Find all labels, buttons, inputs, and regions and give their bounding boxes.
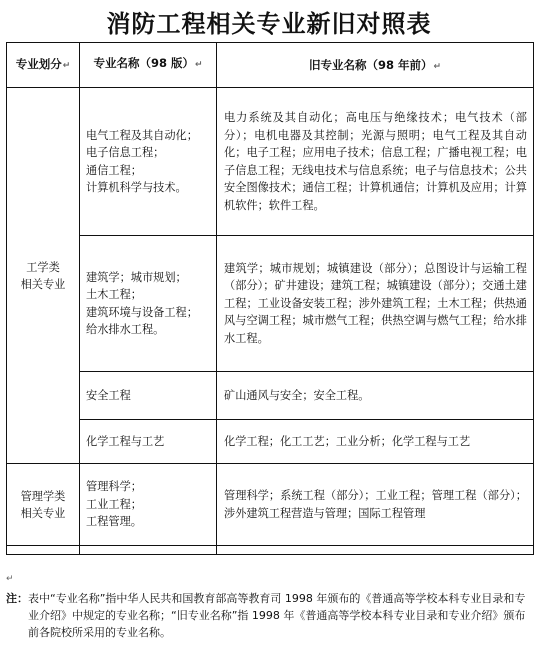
category-line: 工学类 bbox=[26, 260, 60, 274]
old-name-text: 管理科学；系统工程（部分）；工业工程；管理工程（部分）；涉外建筑工程营造与管理；国际工程管理 bbox=[224, 489, 527, 520]
new-name-line: 给水排水工程。 bbox=[86, 323, 165, 336]
old-name-text: 化学工程；化工工艺；工业分析；化学工程与工艺 bbox=[224, 434, 471, 448]
edit-mark: ↵ bbox=[433, 62, 442, 72]
old-name-cell bbox=[217, 464, 534, 546]
edit-mark: ↵ bbox=[62, 60, 71, 71]
edit-mark: ↵ bbox=[194, 60, 203, 71]
category-cell-engineering bbox=[7, 88, 80, 464]
new-name-line: 建筑环境与设备工程； bbox=[86, 305, 198, 319]
footnote bbox=[6, 590, 530, 641]
table-row bbox=[7, 88, 534, 236]
header-old-name: 旧专业名称（98 年前） bbox=[308, 58, 433, 72]
new-name-line: 建筑学；城市规划； bbox=[86, 270, 187, 284]
old-name-text: 建筑学；城市规划；城镇建设（部分）；总图设计与运输工程（部分）；矿井建设；建筑工程；城镇建设（部分）；交通土建工程；工业设备安装工程；涉外建筑工程；土木工程；供热通风与空调工程；城市燃气工程；供热空调与燃气工程；给水排水工程。 bbox=[224, 261, 527, 345]
new-name-line: 土木工程； bbox=[86, 288, 142, 301]
footnote-label: 注： bbox=[6, 592, 28, 605]
old-name-text: 矿山通风与安全；安全工程。 bbox=[224, 388, 370, 402]
category-line: 相关专业 bbox=[20, 506, 66, 520]
table-row bbox=[7, 236, 534, 372]
category-cell-management bbox=[7, 464, 80, 546]
table-row-continuation bbox=[7, 546, 534, 555]
category-line: 相关专业 bbox=[20, 277, 66, 291]
edit-mark: ↵ bbox=[6, 574, 14, 584]
table-row bbox=[7, 464, 534, 546]
new-name-cell bbox=[80, 372, 217, 420]
new-name-line: 工程管理。 bbox=[86, 515, 142, 529]
new-name-line: 通信工程； bbox=[86, 163, 142, 177]
document-title: 消防工程相关专业新旧对照表 bbox=[106, 9, 432, 38]
category-line: 管理学类 bbox=[20, 489, 66, 503]
old-name-cell bbox=[217, 236, 534, 372]
new-name-line: 工业工程； bbox=[86, 497, 142, 511]
table-row bbox=[7, 372, 534, 420]
old-name-cell bbox=[217, 88, 534, 236]
new-name-cell bbox=[80, 88, 217, 236]
new-name-line: 化学工程与工艺 bbox=[86, 434, 165, 448]
table-row bbox=[7, 420, 534, 464]
old-name-cell bbox=[217, 420, 534, 464]
new-name-cell bbox=[80, 464, 217, 546]
old-name-cell bbox=[217, 372, 534, 420]
new-name-line: 计算机科学与技术。 bbox=[86, 181, 187, 194]
new-name-line: 管理科学； bbox=[86, 480, 142, 494]
new-name-cell bbox=[80, 420, 217, 464]
table-header-row bbox=[7, 43, 534, 88]
new-name-line: 电子信息工程； bbox=[86, 146, 165, 159]
comparison-table bbox=[6, 42, 534, 555]
new-name-line: 电气工程及其自动化； bbox=[86, 128, 198, 142]
old-name-text: 电力系统及其自动化；高电压与绝缘技术；电气技术（部分）；电机电器及其控制；光源与照明；电气工程及其自动化；电子工程；应用电子技术；信息工程；广播电视工程；电子信息工程；无线电技术与信息系统；电子与信息技术；公共安全图像技术；通信工程；计算机通信；计算机及应用；计算机软件；软件工程。 bbox=[224, 111, 527, 212]
footnote-text: 表中“专业名称”指中华人民共和国教育部高等教育司 1998 年颁布的《普通高等学校本科专业目录和专业介绍》中规定的专业名称；“旧专业名称”指 1998 年《普通高等学校本科专业目录和专业介绍》颁布前各院校所采用的专业名称。 bbox=[28, 592, 526, 639]
header-category: 专业划分 bbox=[15, 56, 62, 71]
header-new-name: 专业名称（98 版） bbox=[93, 56, 194, 71]
new-name-cell bbox=[80, 236, 217, 372]
new-name-line: 安全工程 bbox=[86, 388, 131, 402]
